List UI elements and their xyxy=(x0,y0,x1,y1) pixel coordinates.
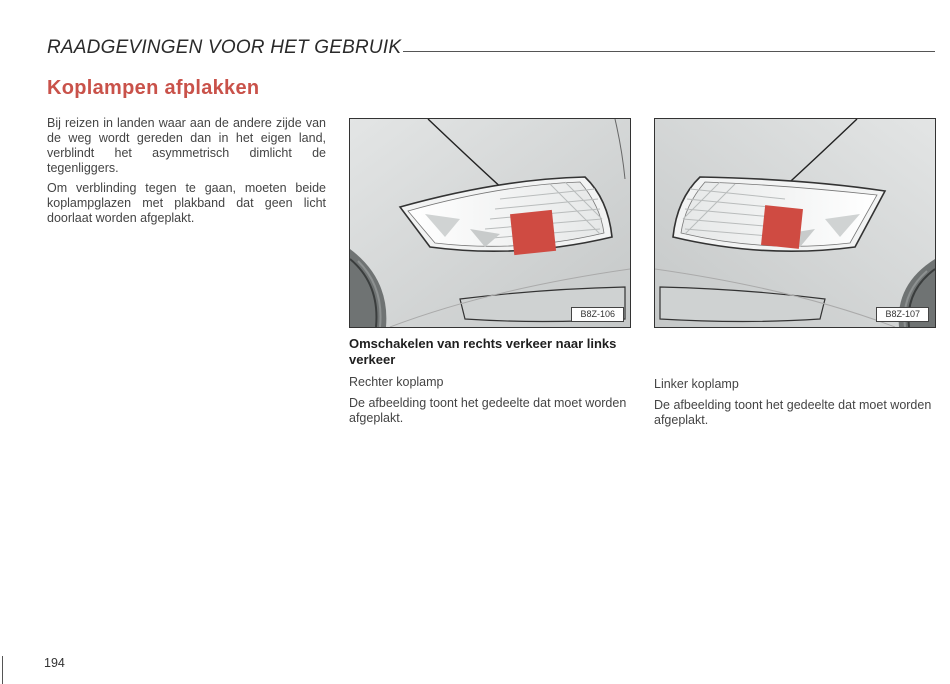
caption-right-headlamp xyxy=(349,375,635,432)
caption-title: Rechter koplamp xyxy=(349,375,444,389)
page-number: 194 xyxy=(44,656,65,670)
headlamp-illustration-left xyxy=(655,119,935,327)
page-header xyxy=(47,33,935,57)
intro-text xyxy=(47,116,326,231)
caption-text: De afbeelding toont het gedeelte dat moet worden afgeplakt. xyxy=(349,396,627,425)
intro-paragraph-1: Bij reizen in landen waar aan de andere zijde van de weg wordt gereden dan in het eigen land, verblindt het asymmetrisch dimlicht de tegenliggers. xyxy=(47,116,326,175)
figure-left-headlamp xyxy=(654,118,936,328)
margin-mark xyxy=(2,656,3,684)
caption-left-headlamp xyxy=(654,377,940,434)
figure-right-headlamp xyxy=(349,118,631,328)
section-title: Koplampen afplakken xyxy=(47,77,260,99)
caption-title: Linker koplamp xyxy=(654,377,739,391)
headlamp-illustration-right xyxy=(350,119,630,327)
header-rule xyxy=(403,51,935,52)
figure-code: B8Z-106 xyxy=(571,307,624,322)
tape-area-left xyxy=(761,205,803,249)
figure-code: B8Z-107 xyxy=(876,307,929,322)
tape-area-right xyxy=(510,210,556,255)
figure-caption: Omschakelen van rechts verkeer naar links verkeer xyxy=(349,336,617,367)
header-title: RAADGEVINGEN VOOR HET GEBRUIK xyxy=(47,37,402,58)
intro-paragraph-2: Om verblinding tegen te gaan, moeten beide koplampglazen met plakband dat geen licht doorlaat worden afgeplakt. xyxy=(47,181,326,225)
caption-text: De afbeelding toont het gedeelte dat moet worden afgeplakt. xyxy=(654,398,932,427)
